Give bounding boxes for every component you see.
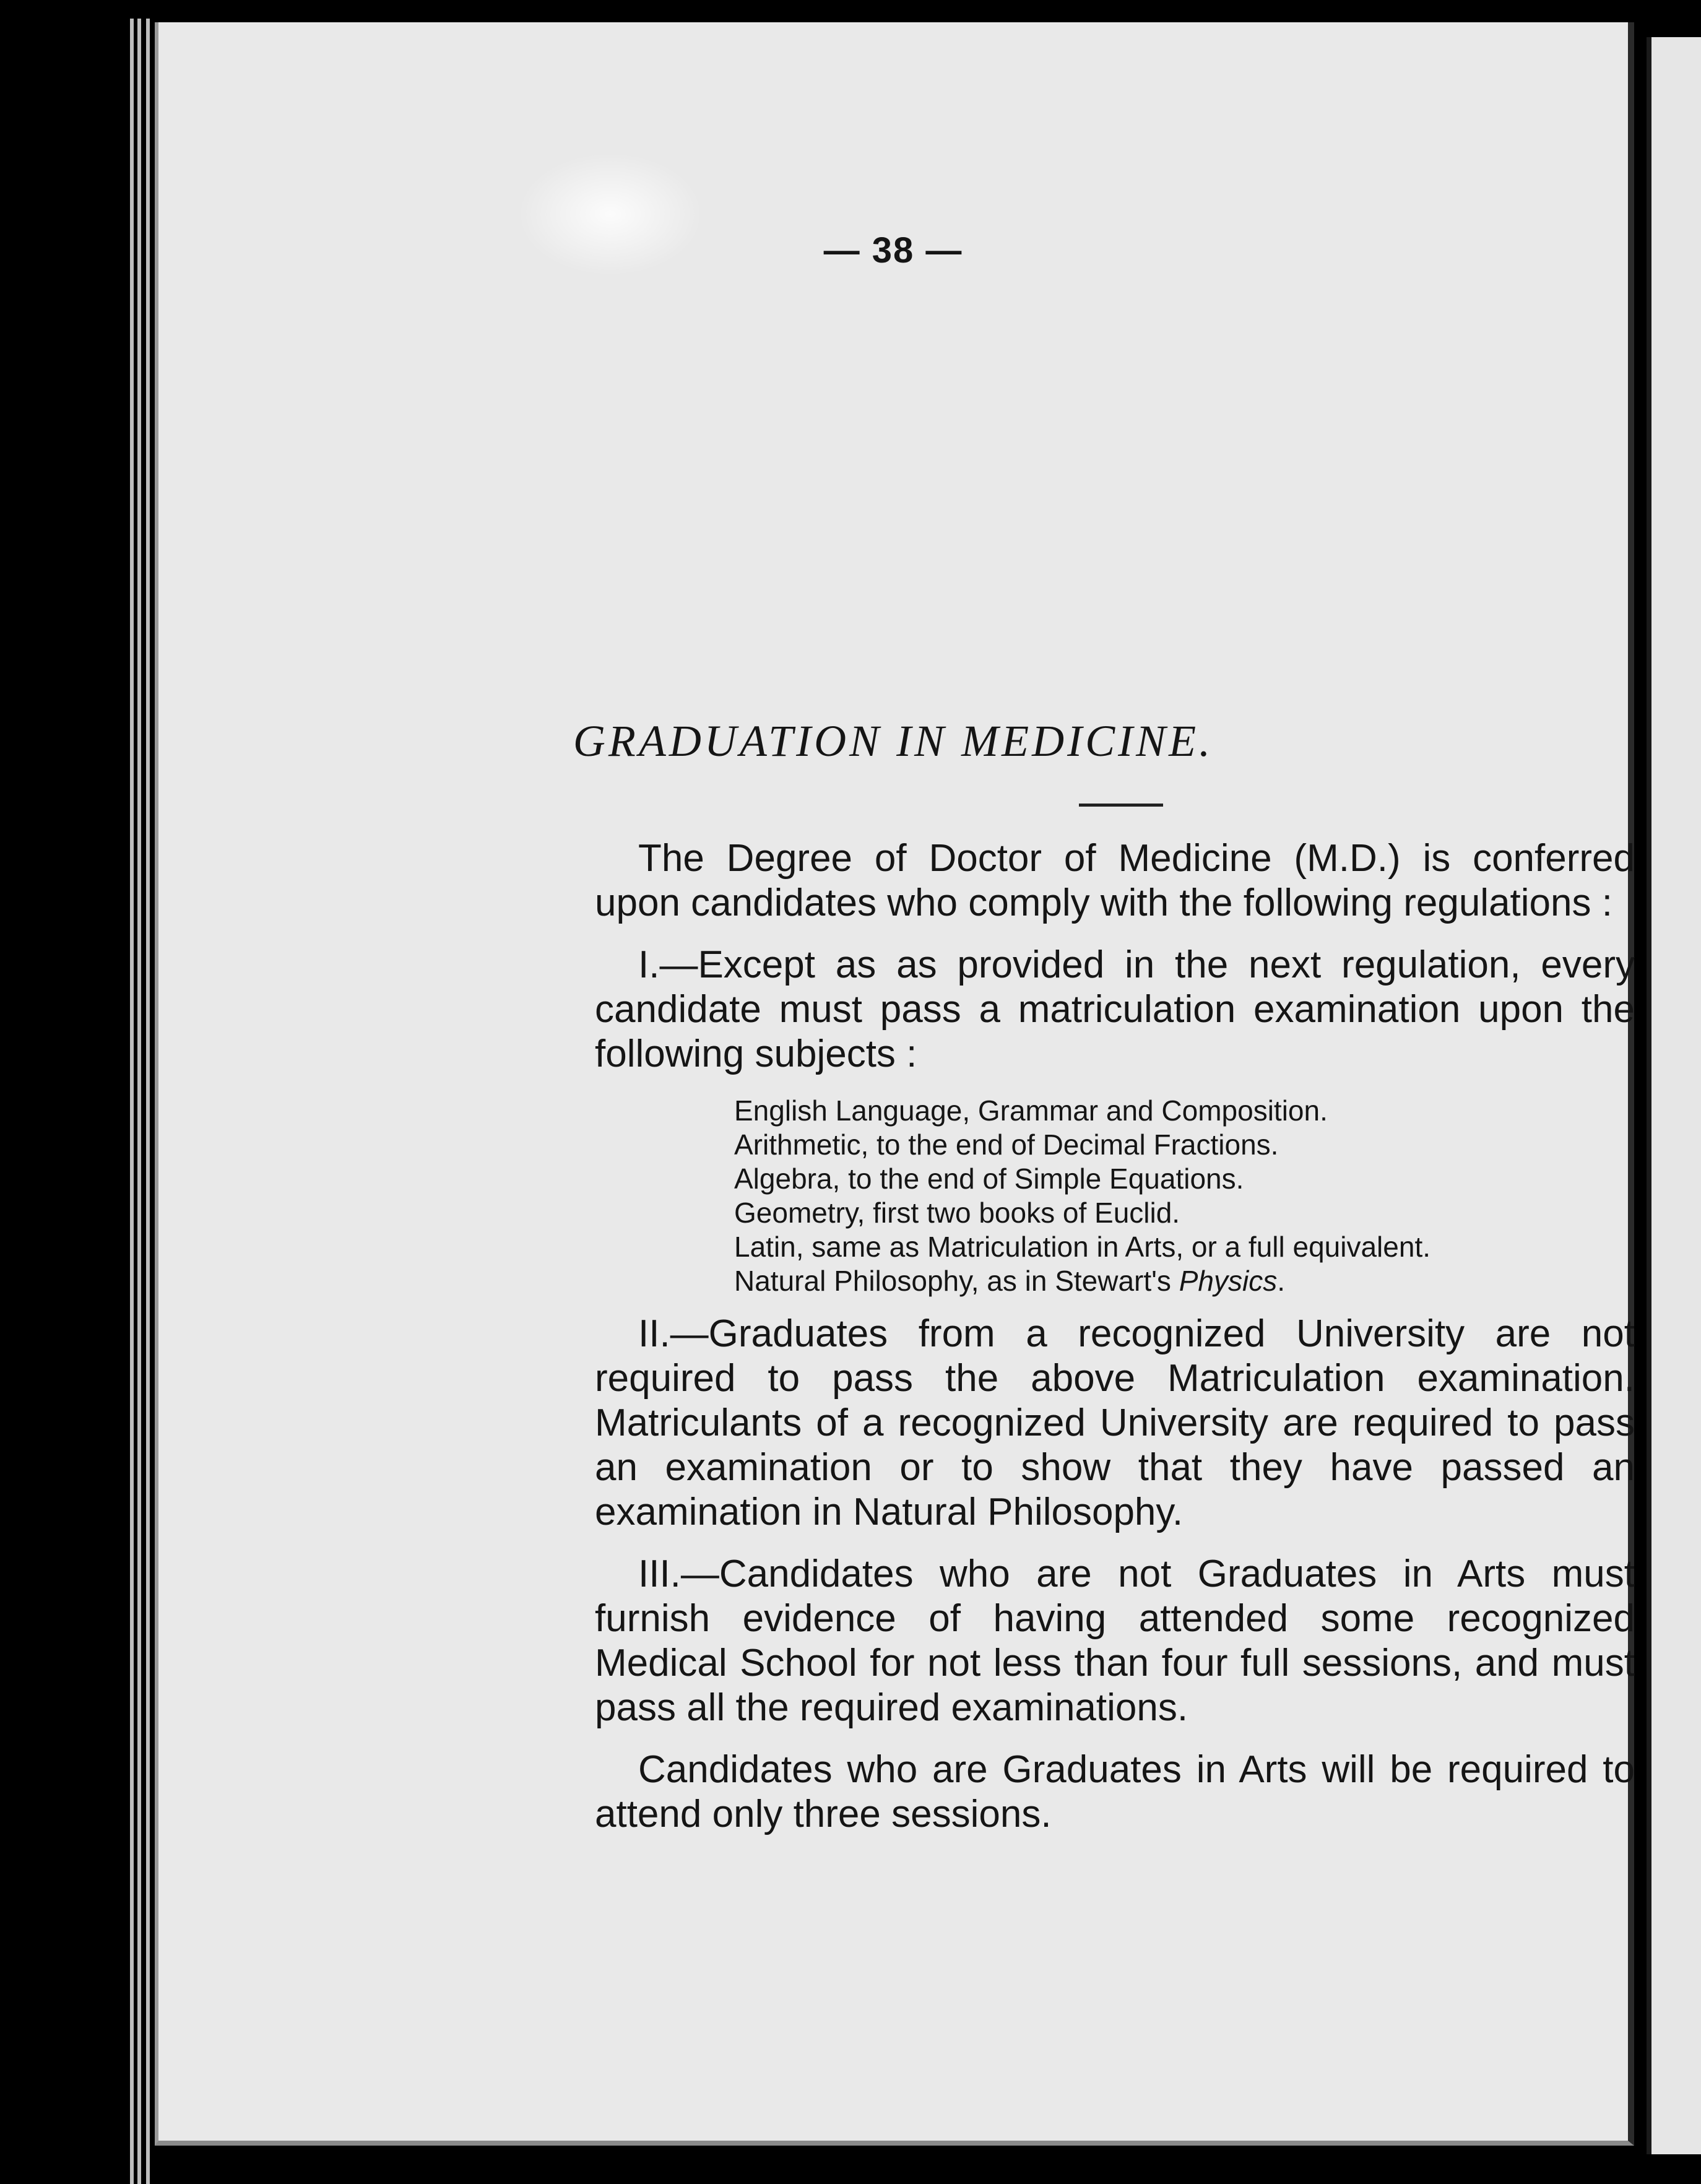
adjacent-page [1647,37,1701,2154]
heading-rule [1079,804,1163,807]
regulation-3: III.—Candidates who are not Graduates in Arts must furnish evidence of having attended some recognized Medical School for not less than four full sessions, and must pass all the required examinations. [595,1553,1635,1729]
document-page [155,22,1634,2146]
subject-item: Arithmetic, to the end of Decimal Fractions. [734,1129,1279,1161]
page-edge [137,19,141,2184]
subject-item: English Language, Grammar and Composition. [734,1094,1328,1127]
subject-prefix: Natural Philosophy, as in Stewart's [734,1265,1179,1297]
book-title: Physics [1179,1265,1278,1297]
subject-item: Algebra, to the end of Simple Equations. [734,1163,1244,1195]
page-edge [130,19,134,2184]
page-number: — 38 — [823,230,963,271]
regulation-1: I.—Except as as provided in the next regulation, every candidate must pass a matriculation examination upon the following subjects : [595,943,1635,1075]
regulation-2: II.—Graduates from a recognized University are not required to pass the above Matriculation examination. Matriculants of a recognized University are required to pass an examination or to show that they have passed an examination in Natural Philosophy. [595,1312,1635,1533]
subject-item: Latin, same as Matriculation in Arts, or a full equivalent. [734,1231,1431,1263]
section-heading: GRADUATION IN MEDICINE. [573,716,1214,766]
subject-item [734,1264,1635,1298]
body-text [595,836,1635,1854]
subject-item: Geometry, first two books of Euclid. [734,1197,1180,1229]
intro-paragraph: The Degree of Doctor of Medicine (M.D.) is conferred upon candidates who comply with the following regulations : [595,837,1635,924]
page-edge [146,19,150,2184]
subject-list [734,1094,1635,1298]
closing-paragraph: Candidates who are Graduates in Arts will be required to attend only three sessions. [595,1748,1635,1835]
subject-suffix: . [1277,1265,1285,1297]
